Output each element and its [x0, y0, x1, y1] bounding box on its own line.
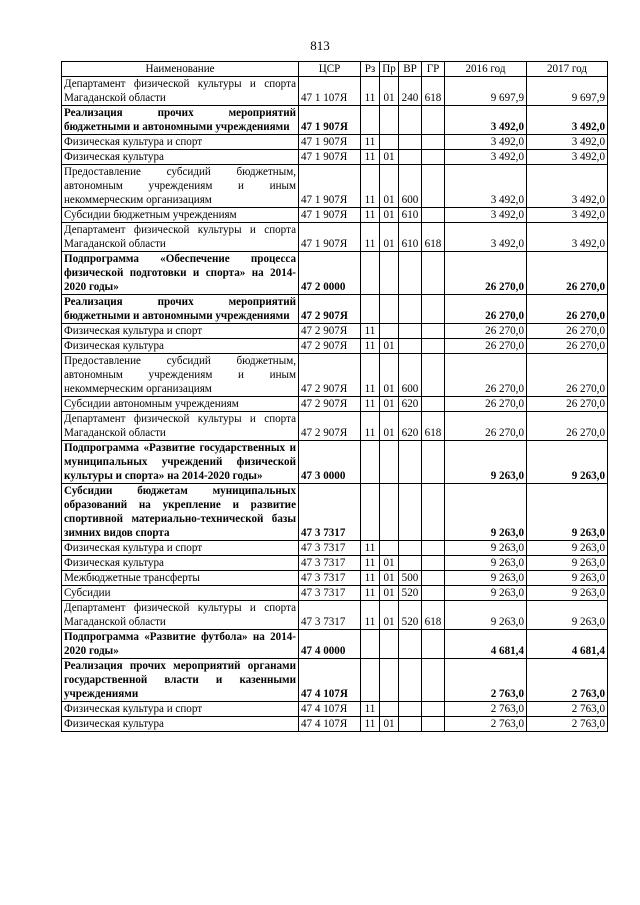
cell-vr: 520 [399, 601, 422, 630]
cell-name: Реализация прочих мероприятий бюджетными и автономными учреждениями [62, 106, 299, 135]
table-row [62, 339, 608, 354]
cell-gr [422, 441, 445, 484]
cell-rz: 11 [361, 223, 380, 252]
cell-amount-2016: 2 763,0 [445, 659, 527, 702]
cell-amount-2016: 26 270,0 [445, 397, 527, 412]
cell-name: Субсидии автономным учреждениям [62, 397, 299, 412]
header-vr: ВР [399, 62, 422, 77]
cell-amount-2017: 2 763,0 [527, 702, 608, 717]
cell-vr [399, 702, 422, 717]
cell-amount-2017: 3 492,0 [527, 208, 608, 223]
cell-pr: 01 [380, 354, 399, 397]
header-csr: ЦСР [299, 62, 361, 77]
table-header-row [62, 62, 608, 77]
cell-gr [422, 630, 445, 659]
cell-name: Субсидии [62, 586, 299, 601]
cell-name: Департамент физической культуры и спорта Магаданской области [62, 601, 299, 630]
cell-amount-2017: 3 492,0 [527, 135, 608, 150]
cell-code: 47 2 907Я [299, 354, 361, 397]
cell-amount-2017: 9 263,0 [527, 601, 608, 630]
cell-amount-2017: 9 263,0 [527, 556, 608, 571]
table-row [62, 324, 608, 339]
cell-pr: 01 [380, 412, 399, 441]
cell-gr [422, 484, 445, 541]
cell-rz [361, 295, 380, 324]
cell-amount-2016: 9 697,9 [445, 77, 527, 106]
cell-pr [380, 252, 399, 295]
cell-vr: 520 [399, 586, 422, 601]
cell-gr [422, 106, 445, 135]
table-row [62, 208, 608, 223]
cell-pr: 01 [380, 223, 399, 252]
cell-name: Межбюджетные трансферты [62, 571, 299, 586]
cell-rz: 11 [361, 717, 380, 732]
cell-code: 47 1 907Я [299, 150, 361, 165]
cell-vr [399, 630, 422, 659]
table-row [62, 106, 608, 135]
cell-vr [399, 541, 422, 556]
table-row [62, 702, 608, 717]
cell-code: 47 4 107Я [299, 702, 361, 717]
cell-amount-2016: 26 270,0 [445, 339, 527, 354]
cell-vr [399, 484, 422, 541]
cell-pr [380, 441, 399, 484]
cell-gr [422, 295, 445, 324]
cell-amount-2017: 26 270,0 [527, 412, 608, 441]
cell-amount-2017: 26 270,0 [527, 295, 608, 324]
cell-amount-2016: 9 263,0 [445, 571, 527, 586]
cell-pr [380, 295, 399, 324]
cell-code: 47 1 107Я [299, 77, 361, 106]
cell-code: 47 1 907Я [299, 223, 361, 252]
cell-name: Подпрограмма «Развитие государственных и муниципальных учреждений физической культуры и спорта» на 2014-2020 годы» [62, 441, 299, 484]
cell-amount-2017: 2 763,0 [527, 717, 608, 732]
cell-rz: 11 [361, 397, 380, 412]
cell-vr: 600 [399, 354, 422, 397]
cell-vr [399, 295, 422, 324]
cell-amount-2016: 3 492,0 [445, 150, 527, 165]
cell-name: Субсидии бюджетным учреждениям [62, 208, 299, 223]
cell-name: Подпрограмма «Развитие футбола» на 2014-2020 годы» [62, 630, 299, 659]
cell-rz [361, 252, 380, 295]
cell-pr: 01 [380, 208, 399, 223]
table-body [62, 77, 608, 732]
table-row [62, 586, 608, 601]
header-2017: 2017 год [527, 62, 608, 77]
cell-vr: 610 [399, 223, 422, 252]
cell-gr: 618 [422, 601, 445, 630]
cell-pr: 01 [380, 339, 399, 354]
cell-gr [422, 354, 445, 397]
cell-pr: 01 [380, 165, 399, 208]
cell-name: Подпрограмма «Обеспечение процесса физической подготовки и спорта» на 2014-2020 годы» [62, 252, 299, 295]
cell-vr [399, 556, 422, 571]
cell-pr: 01 [380, 586, 399, 601]
table-row [62, 412, 608, 441]
cell-vr: 620 [399, 412, 422, 441]
cell-amount-2016: 9 263,0 [445, 484, 527, 541]
table-row [62, 135, 608, 150]
budget-table [61, 61, 608, 732]
cell-code: 47 3 7317 [299, 484, 361, 541]
cell-rz: 11 [361, 324, 380, 339]
cell-code: 47 2 0000 [299, 252, 361, 295]
cell-vr [399, 339, 422, 354]
cell-name: Предоставление субсидий бюджетным, автономным учреждениям и иным некоммерческим организациям [62, 354, 299, 397]
cell-amount-2017: 3 492,0 [527, 150, 608, 165]
cell-pr: 01 [380, 571, 399, 586]
header-rz: Рз [361, 62, 380, 77]
cell-gr [422, 208, 445, 223]
cell-name: Реализация прочих мероприятий бюджетными и автономными учреждениями [62, 295, 299, 324]
cell-pr [380, 702, 399, 717]
cell-name: Субсидии бюджетам муниципальных образований на укрепление и развитие спортивной материально-технической базы зимних видов спорта [62, 484, 299, 541]
header-2016: 2016 год [445, 62, 527, 77]
cell-amount-2016: 4 681,4 [445, 630, 527, 659]
cell-pr [380, 630, 399, 659]
cell-gr [422, 556, 445, 571]
cell-amount-2016: 9 263,0 [445, 556, 527, 571]
cell-name: Физическая культура и спорт [62, 702, 299, 717]
cell-gr [422, 586, 445, 601]
cell-vr [399, 135, 422, 150]
cell-name: Физическая культура и спорт [62, 541, 299, 556]
cell-amount-2016: 26 270,0 [445, 295, 527, 324]
table-row [62, 165, 608, 208]
header-gr: ГР [422, 62, 445, 77]
cell-rz [361, 441, 380, 484]
cell-gr [422, 397, 445, 412]
cell-name: Физическая культура [62, 339, 299, 354]
cell-amount-2016: 2 763,0 [445, 717, 527, 732]
cell-pr [380, 106, 399, 135]
cell-rz: 11 [361, 77, 380, 106]
cell-rz: 11 [361, 556, 380, 571]
cell-amount-2017: 26 270,0 [527, 252, 608, 295]
cell-pr [380, 659, 399, 702]
cell-code: 47 2 907Я [299, 412, 361, 441]
cell-amount-2016: 2 763,0 [445, 702, 527, 717]
cell-rz: 11 [361, 412, 380, 441]
cell-gr [422, 135, 445, 150]
cell-rz: 11 [361, 586, 380, 601]
table-row [62, 441, 608, 484]
cell-gr [422, 339, 445, 354]
cell-vr: 600 [399, 165, 422, 208]
cell-gr: 618 [422, 223, 445, 252]
cell-rz: 11 [361, 354, 380, 397]
cell-name: Физическая культура [62, 556, 299, 571]
cell-amount-2016: 9 263,0 [445, 541, 527, 556]
cell-amount-2017: 9 263,0 [527, 484, 608, 541]
cell-rz: 11 [361, 702, 380, 717]
cell-code: 47 4 0000 [299, 630, 361, 659]
table-row [62, 630, 608, 659]
cell-pr: 01 [380, 601, 399, 630]
cell-amount-2017: 26 270,0 [527, 324, 608, 339]
cell-vr: 610 [399, 208, 422, 223]
cell-amount-2017: 9 697,9 [527, 77, 608, 106]
cell-code: 47 2 907Я [299, 397, 361, 412]
cell-code: 47 4 107Я [299, 717, 361, 732]
cell-amount-2016: 26 270,0 [445, 324, 527, 339]
cell-amount-2016: 3 492,0 [445, 106, 527, 135]
table-row [62, 150, 608, 165]
cell-amount-2017: 4 681,4 [527, 630, 608, 659]
table-row [62, 556, 608, 571]
cell-amount-2016: 3 492,0 [445, 165, 527, 208]
cell-rz [361, 484, 380, 541]
cell-vr: 500 [399, 571, 422, 586]
cell-amount-2017: 3 492,0 [527, 223, 608, 252]
cell-vr [399, 324, 422, 339]
cell-code: 47 3 7317 [299, 601, 361, 630]
cell-name: Департамент физической культуры и спорта Магаданской области [62, 223, 299, 252]
cell-amount-2016: 9 263,0 [445, 586, 527, 601]
cell-code: 47 1 907Я [299, 106, 361, 135]
table-row [62, 397, 608, 412]
cell-gr: 618 [422, 412, 445, 441]
cell-vr [399, 252, 422, 295]
cell-rz [361, 659, 380, 702]
cell-code: 47 3 0000 [299, 441, 361, 484]
cell-rz: 11 [361, 135, 380, 150]
cell-pr [380, 324, 399, 339]
table-row [62, 571, 608, 586]
cell-pr: 01 [380, 150, 399, 165]
table-row [62, 717, 608, 732]
cell-vr [399, 659, 422, 702]
table-row [62, 354, 608, 397]
cell-amount-2017: 9 263,0 [527, 541, 608, 556]
cell-gr [422, 165, 445, 208]
cell-pr [380, 135, 399, 150]
cell-amount-2017: 26 270,0 [527, 339, 608, 354]
cell-code: 47 3 7317 [299, 541, 361, 556]
cell-vr: 240 [399, 77, 422, 106]
cell-rz: 11 [361, 208, 380, 223]
cell-pr [380, 484, 399, 541]
table-row [62, 659, 608, 702]
cell-amount-2016: 26 270,0 [445, 412, 527, 441]
header-name: Наименование [62, 62, 299, 77]
header-pr: Пр [380, 62, 399, 77]
cell-pr: 01 [380, 717, 399, 732]
cell-gr [422, 702, 445, 717]
cell-code: 47 3 7317 [299, 571, 361, 586]
cell-pr [380, 541, 399, 556]
cell-name: Департамент физической культуры и спорта Магаданской области [62, 412, 299, 441]
table-row [62, 484, 608, 541]
cell-name: Физическая культура [62, 717, 299, 732]
cell-amount-2017: 26 270,0 [527, 397, 608, 412]
cell-pr: 01 [380, 556, 399, 571]
cell-gr [422, 150, 445, 165]
cell-amount-2017: 3 492,0 [527, 106, 608, 135]
cell-amount-2016: 9 263,0 [445, 441, 527, 484]
cell-code: 47 3 7317 [299, 556, 361, 571]
table-row [62, 295, 608, 324]
table-row [62, 252, 608, 295]
cell-vr [399, 106, 422, 135]
cell-name: Департамент физической культуры и спорта Магаданской области [62, 77, 299, 106]
cell-amount-2017: 3 492,0 [527, 165, 608, 208]
cell-gr [422, 541, 445, 556]
cell-amount-2017: 26 270,0 [527, 354, 608, 397]
cell-vr [399, 717, 422, 732]
cell-code: 47 3 7317 [299, 586, 361, 601]
cell-gr: 618 [422, 77, 445, 106]
cell-name: Физическая культура и спорт [62, 135, 299, 150]
cell-amount-2016: 3 492,0 [445, 223, 527, 252]
cell-gr [422, 717, 445, 732]
cell-vr [399, 441, 422, 484]
cell-code: 47 1 907Я [299, 208, 361, 223]
cell-rz: 11 [361, 165, 380, 208]
cell-gr [422, 659, 445, 702]
cell-amount-2016: 26 270,0 [445, 252, 527, 295]
table-row [62, 601, 608, 630]
cell-amount-2016: 26 270,0 [445, 354, 527, 397]
cell-code: 47 1 907Я [299, 165, 361, 208]
cell-rz: 11 [361, 601, 380, 630]
cell-rz: 11 [361, 571, 380, 586]
table-row [62, 541, 608, 556]
cell-code: 47 4 107Я [299, 659, 361, 702]
cell-name: Реализация прочих мероприятий органами государственной власти и казенными учреждениями [62, 659, 299, 702]
cell-amount-2016: 3 492,0 [445, 208, 527, 223]
cell-code: 47 2 907Я [299, 295, 361, 324]
cell-vr [399, 150, 422, 165]
table-row [62, 77, 608, 106]
cell-code: 47 2 907Я [299, 339, 361, 354]
cell-rz [361, 106, 380, 135]
cell-vr: 620 [399, 397, 422, 412]
page-number: 813 [310, 38, 330, 53]
cell-code: 47 2 907Я [299, 324, 361, 339]
cell-gr [422, 252, 445, 295]
cell-pr: 01 [380, 397, 399, 412]
cell-rz: 11 [361, 339, 380, 354]
cell-amount-2016: 9 263,0 [445, 601, 527, 630]
table-row [62, 223, 608, 252]
cell-gr [422, 571, 445, 586]
cell-pr: 01 [380, 77, 399, 106]
cell-amount-2017: 9 263,0 [527, 441, 608, 484]
cell-name: Предоставление субсидий бюджетным, автономным учреждениям и иным некоммерческим организациям [62, 165, 299, 208]
cell-amount-2017: 9 263,0 [527, 586, 608, 601]
cell-name: Физическая культура и спорт [62, 324, 299, 339]
cell-code: 47 1 907Я [299, 135, 361, 150]
cell-rz: 11 [361, 150, 380, 165]
cell-amount-2016: 3 492,0 [445, 135, 527, 150]
cell-gr [422, 324, 445, 339]
cell-rz: 11 [361, 541, 380, 556]
cell-rz [361, 630, 380, 659]
cell-amount-2017: 9 263,0 [527, 571, 608, 586]
cell-amount-2017: 2 763,0 [527, 659, 608, 702]
cell-name: Физическая культура [62, 150, 299, 165]
